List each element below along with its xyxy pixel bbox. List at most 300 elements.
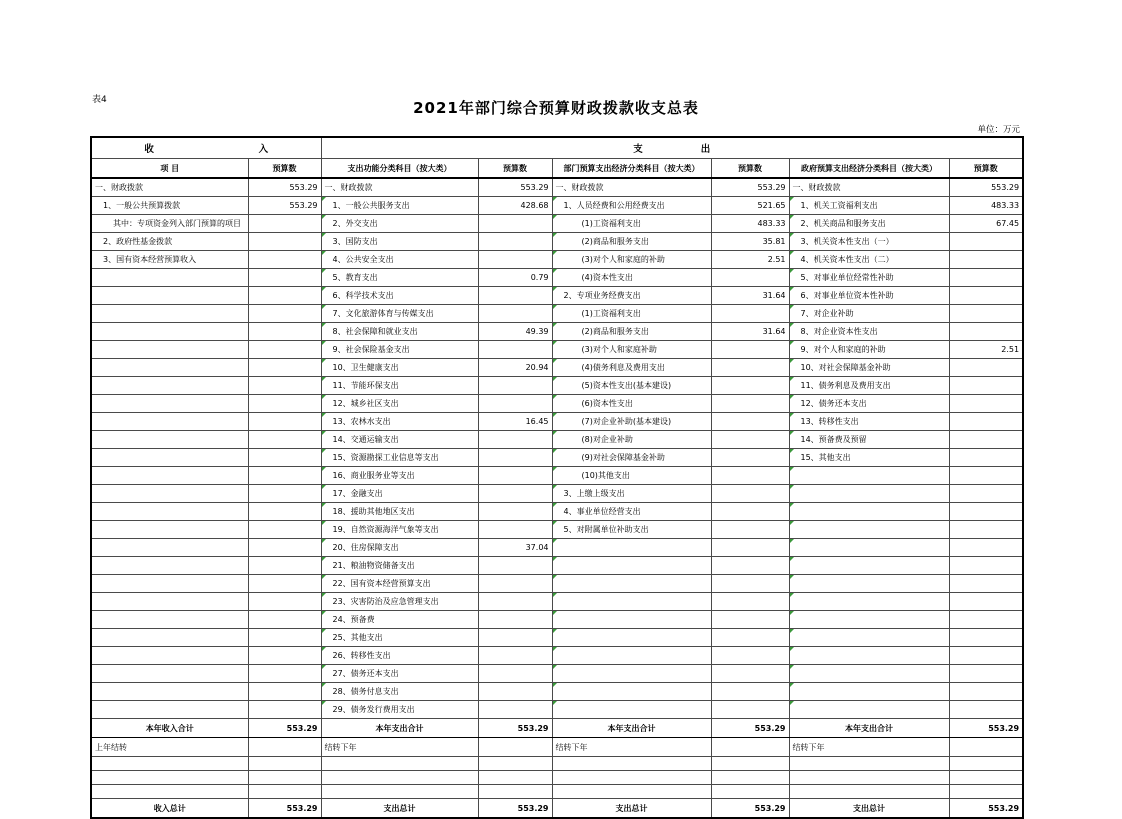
budget-value-cell — [478, 215, 552, 233]
row-label-cell — [91, 431, 248, 449]
budget-value-cell — [711, 359, 789, 377]
budget-value-cell — [248, 757, 321, 771]
budget-value-cell — [711, 449, 789, 467]
budget-value-cell — [478, 683, 552, 701]
budget-value-cell — [949, 521, 1023, 539]
row-label-cell — [552, 683, 711, 701]
budget-value-cell — [478, 449, 552, 467]
budget-value-cell — [248, 323, 321, 341]
table-row — [91, 431, 1023, 449]
row-label-cell: 4、公共安全支出 — [321, 251, 478, 269]
table-row — [91, 485, 1023, 503]
row-label-cell — [789, 539, 949, 557]
row-label-cell: 4、事业单位经营支出 — [552, 503, 711, 521]
row-label-cell — [789, 665, 949, 683]
budget-value-cell — [949, 701, 1023, 719]
row-label-cell: 29、债务发行费用支出 — [321, 701, 478, 719]
budget-value-cell — [949, 251, 1023, 269]
row-label-cell: 28、债务付息支出 — [321, 683, 478, 701]
budget-value-cell — [711, 485, 789, 503]
row-label-cell: 16、商业服务业等支出 — [321, 467, 478, 485]
budget-value-cell — [949, 575, 1023, 593]
budget-value-cell: 553.29 — [478, 719, 552, 738]
budget-value-cell — [949, 771, 1023, 785]
row-label-cell — [552, 557, 711, 575]
table-row — [91, 377, 1023, 395]
budget-value-cell — [248, 557, 321, 575]
budget-value-cell: 521.65 — [711, 197, 789, 215]
row-label-cell: (7)对企业补助(基本建设) — [552, 413, 711, 431]
row-label-cell: 一、财政拨款 — [552, 178, 711, 197]
table-row — [91, 413, 1023, 431]
budget-value-cell — [248, 647, 321, 665]
budget-value-cell — [248, 665, 321, 683]
row-label-cell: 5、教育支出 — [321, 269, 478, 287]
row-label-cell: 支出总计 — [552, 799, 711, 819]
row-label-cell — [321, 757, 478, 771]
row-label-cell: 6、科学技术支出 — [321, 287, 478, 305]
budget-value-cell — [478, 771, 552, 785]
row-label-cell: 本年收入合计 — [91, 719, 248, 738]
budget-value-cell: 67.45 — [949, 215, 1023, 233]
header-char: 出 — [700, 144, 711, 155]
budget-value-cell: 553.29 — [248, 799, 321, 819]
table-row — [91, 665, 1023, 683]
row-label-cell: 8、社会保障和就业支出 — [321, 323, 478, 341]
budget-value-cell: 49.39 — [478, 323, 552, 341]
budget-value-cell — [248, 539, 321, 557]
table-row — [91, 521, 1023, 539]
budget-value-cell — [711, 467, 789, 485]
budget-value-cell — [248, 359, 321, 377]
row-label-cell: 本年支出合计 — [321, 719, 478, 738]
budget-value-cell — [478, 738, 552, 757]
table-body — [91, 178, 1023, 818]
budget-value-cell: 428.68 — [478, 197, 552, 215]
table-row — [91, 611, 1023, 629]
row-label-cell: 15、其他支出 — [789, 449, 949, 467]
budget-value-cell — [949, 683, 1023, 701]
budget-value-cell: 37.04 — [478, 539, 552, 557]
budget-value-cell — [949, 431, 1023, 449]
table-row — [91, 251, 1023, 269]
table-row — [91, 305, 1023, 323]
budget-value-cell — [711, 738, 789, 757]
row-label-cell — [789, 771, 949, 785]
budget-value-cell — [949, 757, 1023, 771]
budget-value-cell: 483.33 — [949, 197, 1023, 215]
row-label-cell: 13、转移性支出 — [789, 413, 949, 431]
row-label-cell: 23、灾害防治及应急管理支出 — [321, 593, 478, 611]
row-label-cell: (4)债务利息及费用支出 — [552, 359, 711, 377]
row-label-cell: 4、机关资本性支出（二） — [789, 251, 949, 269]
row-label-cell: 13、农林水支出 — [321, 413, 478, 431]
budget-value-cell — [248, 395, 321, 413]
budget-value-cell: 553.29 — [248, 178, 321, 197]
budget-value-cell — [478, 521, 552, 539]
budget-value-cell — [248, 233, 321, 251]
budget-value-cell — [711, 771, 789, 785]
table-row — [91, 449, 1023, 467]
budget-value-cell — [248, 503, 321, 521]
table-row — [91, 359, 1023, 377]
row-label-cell: 7、文化旅游体育与传媒支出 — [321, 305, 478, 323]
row-label-cell: 5、对附属单位补助支出 — [552, 521, 711, 539]
budget-value-cell — [949, 449, 1023, 467]
budget-value-cell — [711, 341, 789, 359]
budget-value-cell: 0.79 — [478, 269, 552, 287]
budget-value-cell — [248, 683, 321, 701]
row-label-cell — [789, 683, 949, 701]
budget-value-cell — [478, 467, 552, 485]
table-row — [91, 647, 1023, 665]
budget-value-cell — [949, 359, 1023, 377]
row-label-cell — [91, 287, 248, 305]
row-label-cell — [91, 771, 248, 785]
budget-value-cell — [478, 785, 552, 799]
budget-value-cell — [478, 701, 552, 719]
row-label-cell — [552, 539, 711, 557]
budget-value-cell: 16.45 — [478, 413, 552, 431]
row-label-cell — [91, 341, 248, 359]
row-label-cell: (6)资本性支出 — [552, 395, 711, 413]
budget-value-cell: 553.29 — [248, 719, 321, 738]
row-label-cell — [91, 395, 248, 413]
row-label-cell: 11、债务利息及费用支出 — [789, 377, 949, 395]
budget-value-cell: 483.33 — [711, 215, 789, 233]
budget-value-cell — [949, 503, 1023, 521]
budget-value-cell: 553.29 — [711, 799, 789, 819]
section-header-expense — [321, 137, 1023, 159]
budget-value-cell — [949, 557, 1023, 575]
budget-value-cell — [711, 521, 789, 539]
row-label-cell: (3)对个人和家庭的补助 — [552, 251, 711, 269]
row-label-cell — [789, 757, 949, 771]
column-header-1: 预算数 — [248, 159, 321, 179]
budget-value-cell — [711, 647, 789, 665]
budget-value-cell — [949, 611, 1023, 629]
table-row — [91, 683, 1023, 701]
section-header-row — [91, 137, 1023, 159]
row-label-cell: (3)对个人和家庭补助 — [552, 341, 711, 359]
budget-value-cell: 31.64 — [711, 287, 789, 305]
budget-value-cell — [949, 539, 1023, 557]
table-row — [91, 719, 1023, 738]
column-header-3: 预算数 — [478, 159, 552, 179]
row-label-cell — [91, 467, 248, 485]
table-row — [91, 178, 1023, 197]
budget-value-cell — [711, 629, 789, 647]
row-label-cell: 其中：专项资金列入部门预算的项目 — [91, 215, 248, 233]
row-label-cell: 3、上缴上级支出 — [552, 485, 711, 503]
row-label-cell — [91, 785, 248, 799]
budget-value-cell — [478, 557, 552, 575]
row-label-cell: (2)商品和服务支出 — [552, 323, 711, 341]
budget-value-cell — [711, 575, 789, 593]
row-label-cell — [91, 683, 248, 701]
row-label-cell — [552, 757, 711, 771]
row-label-cell: 15、资源勘探工业信息等支出 — [321, 449, 478, 467]
budget-value-cell: 553.29 — [949, 178, 1023, 197]
row-label-cell: 一、财政拨款 — [91, 178, 248, 197]
row-label-cell — [321, 771, 478, 785]
row-label-cell — [91, 611, 248, 629]
budget-value-cell: 553.29 — [711, 719, 789, 738]
budget-value-cell — [248, 611, 321, 629]
budget-value-cell — [478, 647, 552, 665]
row-label-cell: 3、国防支出 — [321, 233, 478, 251]
row-label-cell — [789, 701, 949, 719]
table-row — [91, 557, 1023, 575]
budget-value-cell: 553.29 — [248, 197, 321, 215]
budget-value-cell — [949, 305, 1023, 323]
budget-value-cell — [248, 413, 321, 431]
row-label-cell: 14、交通运输支出 — [321, 431, 478, 449]
row-label-cell: (8)对企业补助 — [552, 431, 711, 449]
row-label-cell: 本年支出合计 — [789, 719, 949, 738]
row-label-cell — [91, 485, 248, 503]
row-label-cell: (2)商品和服务支出 — [552, 233, 711, 251]
row-label-cell — [552, 647, 711, 665]
row-label-cell: 2、外交支出 — [321, 215, 478, 233]
row-label-cell — [789, 575, 949, 593]
row-label-cell: 1、机关工资福利支出 — [789, 197, 949, 215]
table-row — [91, 197, 1023, 215]
row-label-cell: (1)工资福利支出 — [552, 215, 711, 233]
row-label-cell — [552, 575, 711, 593]
row-label-cell — [552, 785, 711, 799]
budget-value-cell — [949, 233, 1023, 251]
table-row — [91, 467, 1023, 485]
budget-value-cell — [248, 485, 321, 503]
row-label-cell: 6、对事业单位资本性补助 — [789, 287, 949, 305]
row-label-cell: 1、一般公共服务支出 — [321, 197, 478, 215]
budget-value-cell — [949, 785, 1023, 799]
row-label-cell: 2、机关商品和服务支出 — [789, 215, 949, 233]
budget-value-cell: 2.51 — [949, 341, 1023, 359]
budget-value-cell — [248, 431, 321, 449]
row-label-cell: 支出总计 — [789, 799, 949, 819]
column-header-5: 预算数 — [711, 159, 789, 179]
row-label-cell — [789, 647, 949, 665]
budget-value-cell — [248, 575, 321, 593]
row-label-cell: 支出总计 — [321, 799, 478, 819]
table-row — [91, 771, 1023, 785]
row-label-cell: 5、对事业单位经常性补助 — [789, 269, 949, 287]
row-label-cell — [91, 575, 248, 593]
budget-value-cell — [949, 413, 1023, 431]
budget-value-cell: 35.81 — [711, 233, 789, 251]
budget-value-cell — [949, 593, 1023, 611]
table-row — [91, 629, 1023, 647]
budget-value-cell — [248, 287, 321, 305]
row-label-cell: 一、财政拨款 — [321, 178, 478, 197]
row-label-cell — [789, 467, 949, 485]
column-header-6: 政府预算支出经济分类科目（按大类） — [789, 159, 949, 179]
row-label-cell: (4)资本性支出 — [552, 269, 711, 287]
budget-value-cell — [711, 503, 789, 521]
table-row — [91, 785, 1023, 799]
row-label-cell: 20、住房保障支出 — [321, 539, 478, 557]
budget-value-cell — [711, 665, 789, 683]
budget-value-cell — [711, 395, 789, 413]
row-label-cell: 本年支出合计 — [552, 719, 711, 738]
table-row — [91, 738, 1023, 757]
table-row — [91, 757, 1023, 771]
budget-value-cell — [478, 503, 552, 521]
budget-value-cell — [711, 539, 789, 557]
table-row — [91, 503, 1023, 521]
budget-value-cell — [711, 785, 789, 799]
budget-value-cell: 553.29 — [478, 178, 552, 197]
column-header-7: 预算数 — [949, 159, 1023, 179]
row-label-cell: 9、社会保险基金支出 — [321, 341, 478, 359]
budget-value-cell: 31.64 — [711, 323, 789, 341]
budget-value-cell — [478, 629, 552, 647]
column-header-2: 支出功能分类科目（按大类） — [321, 159, 478, 179]
budget-value-cell — [478, 575, 552, 593]
row-label-cell — [789, 521, 949, 539]
row-label-cell: 22、国有资本经营预算支出 — [321, 575, 478, 593]
budget-value-cell — [949, 467, 1023, 485]
table-row — [91, 323, 1023, 341]
row-label-cell: (1)工资福利支出 — [552, 305, 711, 323]
budget-value-cell: 20.94 — [478, 359, 552, 377]
budget-table — [90, 136, 1024, 819]
budget-value-cell — [478, 665, 552, 683]
table-row — [91, 341, 1023, 359]
row-label-cell — [552, 665, 711, 683]
header-char: 支 — [633, 144, 643, 155]
budget-value-cell — [949, 377, 1023, 395]
budget-value-cell — [248, 269, 321, 287]
column-header-row — [91, 159, 1023, 179]
budget-value-cell — [248, 593, 321, 611]
row-label-cell: 19、自然资源海洋气象等支出 — [321, 521, 478, 539]
row-label-cell — [91, 701, 248, 719]
budget-value-cell — [248, 771, 321, 785]
row-label-cell — [91, 521, 248, 539]
row-label-cell — [789, 611, 949, 629]
row-label-cell: 7、对企业补助 — [789, 305, 949, 323]
header-char: 入 — [258, 144, 269, 155]
row-label-cell: 2、政府性基金拨款 — [91, 233, 248, 251]
section-header-expense-label — [322, 141, 1023, 155]
row-label-cell — [321, 785, 478, 799]
budget-value-cell — [478, 377, 552, 395]
budget-value-cell — [248, 701, 321, 719]
row-label-cell — [91, 629, 248, 647]
row-label-cell: (10)其他支出 — [552, 467, 711, 485]
budget-value-cell — [949, 629, 1023, 647]
row-label-cell — [552, 771, 711, 785]
budget-value-cell — [478, 251, 552, 269]
budget-value-cell — [478, 341, 552, 359]
header-char: 收 — [144, 144, 154, 155]
budget-value-cell — [248, 738, 321, 757]
row-label-cell — [91, 449, 248, 467]
budget-value-cell — [478, 305, 552, 323]
budget-value-cell — [478, 485, 552, 503]
row-label-cell: 21、粮油物资储备支出 — [321, 557, 478, 575]
row-label-cell — [552, 629, 711, 647]
page-title: 2021年部门综合预算财政拨款收支总表 — [413, 99, 699, 117]
row-label-cell: 结转下年 — [321, 738, 478, 757]
budget-value-cell — [711, 377, 789, 395]
budget-value-cell — [711, 593, 789, 611]
row-label-cell — [91, 413, 248, 431]
budget-value-cell — [949, 485, 1023, 503]
table-row — [91, 593, 1023, 611]
budget-value-cell — [711, 611, 789, 629]
budget-value-cell — [248, 341, 321, 359]
row-label-cell — [789, 593, 949, 611]
row-label-cell — [91, 359, 248, 377]
row-label-cell — [789, 503, 949, 521]
budget-value-cell: 2.51 — [711, 251, 789, 269]
budget-value-cell — [478, 611, 552, 629]
row-label-cell: (5)资本性支出(基本建设) — [552, 377, 711, 395]
table-row — [91, 233, 1023, 251]
row-label-cell — [789, 785, 949, 799]
table-row — [91, 701, 1023, 719]
row-label-cell — [91, 665, 248, 683]
budget-value-cell — [248, 449, 321, 467]
budget-value-cell — [711, 683, 789, 701]
row-label-cell: 10、卫生健康支出 — [321, 359, 478, 377]
row-label-cell: 结转下年 — [789, 738, 949, 757]
row-label-cell — [91, 377, 248, 395]
row-label-cell: 上年结转 — [91, 738, 248, 757]
row-label-cell: 12、城乡社区支出 — [321, 395, 478, 413]
row-label-cell — [552, 593, 711, 611]
budget-value-cell — [711, 557, 789, 575]
table-row — [91, 395, 1023, 413]
sheet-number-label: 表4 — [92, 95, 107, 105]
budget-value-cell: 553.29 — [949, 719, 1023, 738]
row-label-cell — [91, 757, 248, 771]
column-header-0: 项 目 — [91, 159, 248, 179]
row-label-cell: 27、债务还本支出 — [321, 665, 478, 683]
budget-value-cell — [478, 233, 552, 251]
row-label-cell: 8、对企业资本性支出 — [789, 323, 949, 341]
row-label-cell: 14、预备费及预留 — [789, 431, 949, 449]
budget-value-cell — [949, 395, 1023, 413]
row-label-cell — [91, 593, 248, 611]
budget-value-cell — [478, 431, 552, 449]
budget-value-cell: 553.29 — [478, 799, 552, 819]
table-row — [91, 269, 1023, 287]
budget-value-cell — [711, 413, 789, 431]
row-label-cell — [91, 557, 248, 575]
budget-value-cell — [711, 757, 789, 771]
row-label-cell: 1、一般公共预算拨款 — [91, 197, 248, 215]
budget-value-cell — [248, 467, 321, 485]
row-label-cell: (9)对社会保障基金补助 — [552, 449, 711, 467]
row-label-cell: 12、债务还本支出 — [789, 395, 949, 413]
budget-value-cell — [949, 287, 1023, 305]
row-label-cell: 17、金融支出 — [321, 485, 478, 503]
row-label-cell: 9、对个人和家庭的补助 — [789, 341, 949, 359]
budget-value-cell — [248, 629, 321, 647]
row-label-cell: 24、预备费 — [321, 611, 478, 629]
budget-value-cell — [478, 757, 552, 771]
budget-value-cell — [248, 521, 321, 539]
budget-value-cell — [478, 593, 552, 611]
row-label-cell: 11、节能环保支出 — [321, 377, 478, 395]
row-label-cell: 10、对社会保障基金补助 — [789, 359, 949, 377]
row-label-cell: 一、财政拨款 — [789, 178, 949, 197]
